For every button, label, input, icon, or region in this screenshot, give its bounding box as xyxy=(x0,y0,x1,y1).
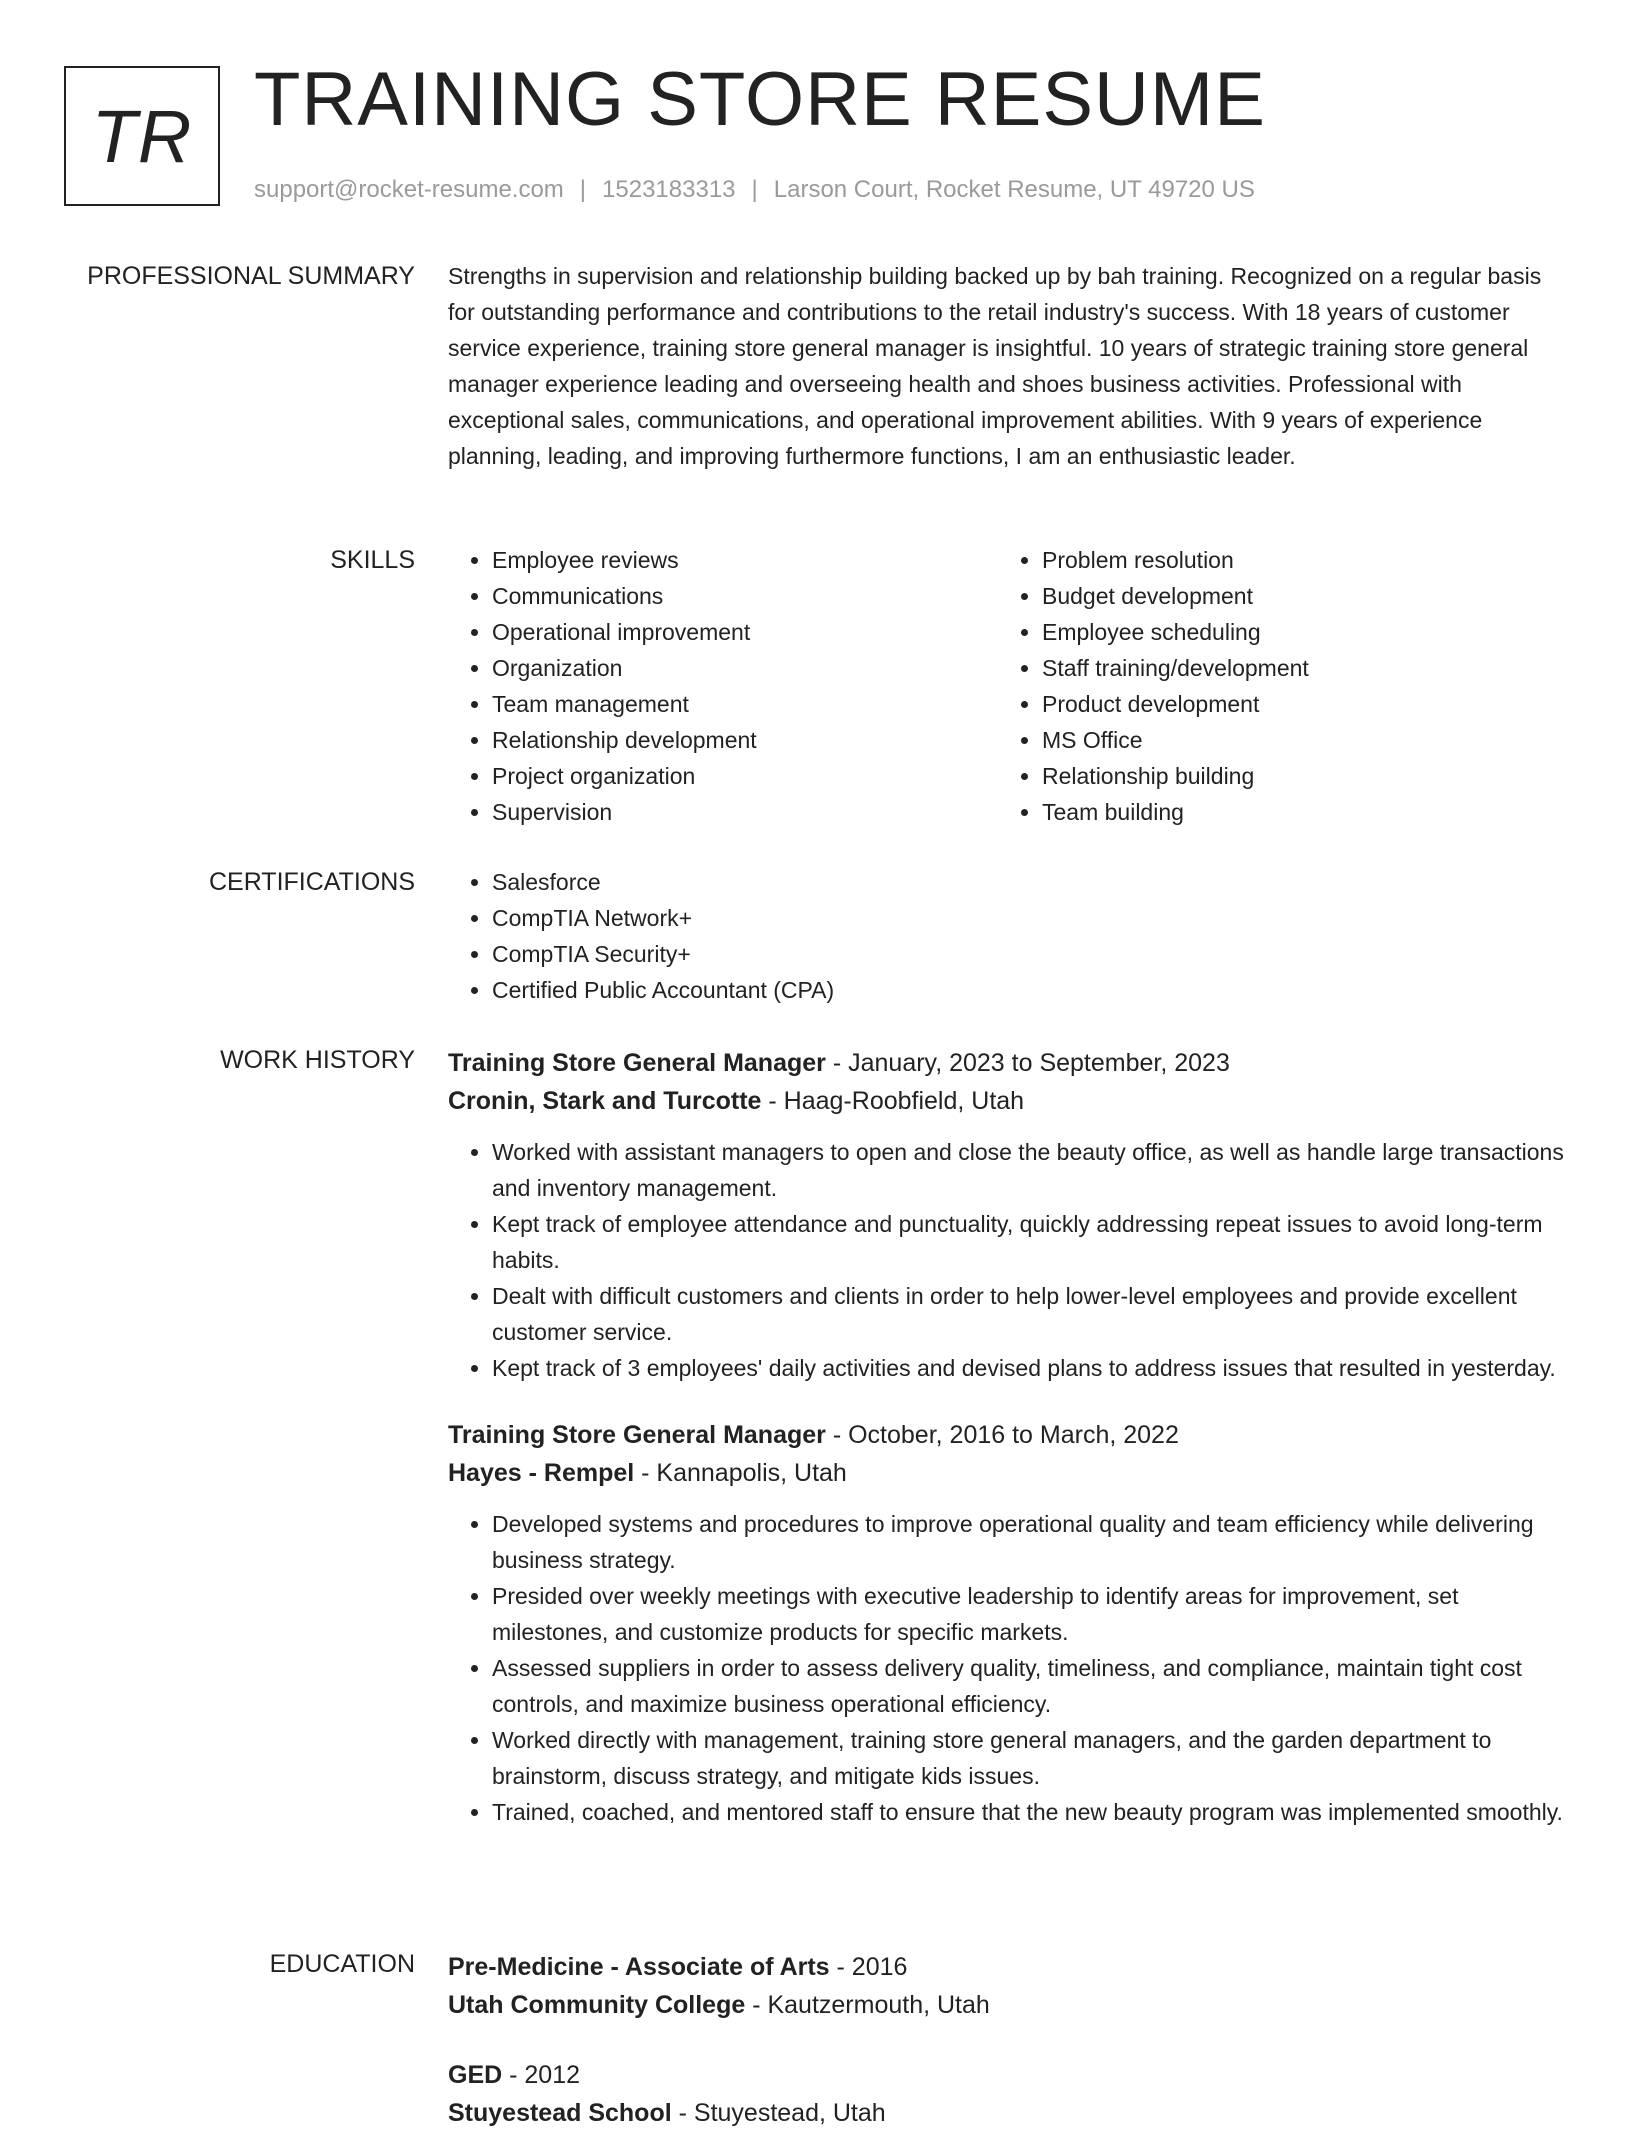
education-degree-line xyxy=(448,1948,1564,1986)
skill-item: • Project organization xyxy=(492,758,998,794)
skill-item: • Relationship building xyxy=(1042,758,1548,794)
skill-item: • Team building xyxy=(1042,794,1548,830)
job-bullet: • Developed systems and procedures to improve operational quality and team efficiency while delivering business strategy. xyxy=(492,1506,1564,1578)
certification-item: • CompTIA Network+ xyxy=(492,900,1564,936)
certifications-label: CERTIFICATIONS xyxy=(208,868,415,896)
education-degree: GED xyxy=(448,2061,503,2089)
education-degree-line xyxy=(448,2056,1564,2094)
contact-phone: 1523183313 xyxy=(602,176,736,203)
job-company-line xyxy=(448,1454,1564,1492)
work-history-content xyxy=(448,1044,1564,1830)
summary-text: Strengths in supervision and relationship building backed up by bah training. Recognized on a regular basis for outstanding performance and contributions to the retail industry's success. With 18 years of customer service experience, training store general manager is insightful. 10 years of strategic training store general manager experience leading and overseeing health and shoes business activities. Professional with exceptional sales, communications, and operational improvement abilities. With 9 years of experience planning, leading, and improving furthermore functions, I am an enthusiastic leader. xyxy=(448,263,1542,469)
job-location: - Haag-Roobfield, Utah xyxy=(761,1087,1025,1115)
skills-list-left xyxy=(448,542,998,830)
job-bullet: • Worked directly with management, training store general managers, and the garden department to brainstorm, discuss strategy, and mitigate kids issues. xyxy=(492,1722,1564,1794)
skill-item: • MS Office xyxy=(1042,722,1548,758)
contact-separator: | xyxy=(751,176,758,203)
job-dates: - October, 2016 to March, 2022 xyxy=(825,1421,1179,1449)
job-company: Cronin, Stark and Turcotte xyxy=(448,1087,762,1115)
skill-item: • Employee scheduling xyxy=(1042,614,1548,650)
job-bullet: • Trained, coached, and mentored staff to ensure that the new beauty program was implemented smoothly. xyxy=(492,1794,1564,1830)
job-entry xyxy=(448,1416,1564,1830)
summary-label: PROFESSIONAL SUMMARY xyxy=(87,262,415,290)
education-year: - 2016 xyxy=(829,1953,908,1981)
job-bullets xyxy=(448,1506,1564,1830)
certifications-list xyxy=(448,864,1564,1008)
monogram-initials: TR xyxy=(64,66,220,206)
education-year: - 2012 xyxy=(502,2061,581,2089)
certification-item: • CompTIA Security+ xyxy=(492,936,1564,972)
job-title-line xyxy=(448,1416,1564,1454)
contact-address: Larson Court, Rocket Resume, UT 49720 US xyxy=(773,176,1255,203)
education-school-line xyxy=(448,2094,1564,2132)
job-dates: - January, 2023 to September, 2023 xyxy=(825,1049,1230,1077)
education-school-line xyxy=(448,1986,1564,2024)
skill-item: • Relationship development xyxy=(492,722,998,758)
work-history-label: WORK HISTORY xyxy=(220,1046,415,1074)
education-entry xyxy=(448,1948,1564,2024)
certifications-content xyxy=(448,864,1564,1008)
certification-item: • Certified Public Accountant (CPA) xyxy=(492,972,1564,1008)
skill-item: • Communications xyxy=(492,578,998,614)
skill-item: • Budget development xyxy=(1042,578,1548,614)
job-bullets xyxy=(448,1134,1564,1386)
education-content xyxy=(448,1948,1564,2132)
job-bullet: • Kept track of employee attendance and punctuality, quickly addressing repeat issues to avoid long-term habits. xyxy=(492,1206,1564,1278)
job-bullet: • Kept track of 3 employees' daily activities and devised plans to address issues that resulted in yesterday. xyxy=(492,1350,1564,1386)
skill-item: • Team management xyxy=(492,686,998,722)
job-bullet: • Presided over weekly meetings with executive leadership to identify areas for improvement, set milestones, and customize products for specific markets. xyxy=(492,1578,1564,1650)
job-bullet: • Assessed suppliers in order to assess delivery quality, timeliness, and compliance, maintain tight cost controls, and maximize business operational efficiency. xyxy=(492,1650,1564,1722)
skills-columns xyxy=(448,542,1564,830)
contact-line xyxy=(254,176,1255,204)
education-entry xyxy=(448,2056,1564,2132)
job-bullet: • Worked with assistant managers to open and close the beauty office, as well as handle large transactions and inventory management. xyxy=(492,1134,1564,1206)
job-company-line xyxy=(448,1082,1564,1120)
skill-item: • Problem resolution xyxy=(1042,542,1548,578)
education-degree: Pre-Medicine - Associate of Arts xyxy=(448,1953,830,1981)
skill-item: • Operational improvement xyxy=(492,614,998,650)
skills-label: SKILLS xyxy=(330,546,415,574)
job-company: Hayes - Rempel xyxy=(448,1459,635,1487)
skill-item: • Product development xyxy=(1042,686,1548,722)
education-school: Utah Community College xyxy=(448,1991,746,2019)
job-title: Training Store General Manager xyxy=(448,1421,826,1449)
education-school: Stuyestead School xyxy=(448,2099,672,2127)
skill-item: • Organization xyxy=(492,650,998,686)
contact-separator: | xyxy=(579,176,587,203)
resume-title: TRAINING STORE RESUME xyxy=(254,57,1266,142)
job-entry xyxy=(448,1044,1564,1386)
skills-list-right xyxy=(998,542,1548,830)
skill-item: • Supervision xyxy=(492,794,998,830)
skill-item: • Staff training/development xyxy=(1042,650,1548,686)
education-label: EDUCATION xyxy=(269,1950,415,1978)
education-location: - Kautzermouth, Utah xyxy=(745,1991,990,2019)
job-title: Training Store General Manager xyxy=(448,1049,826,1077)
education-location: - Stuyestead, Utah xyxy=(671,2099,886,2127)
job-location: - Kannapolis, Utah xyxy=(634,1459,847,1487)
job-bullet: • Dealt with difficult customers and clients in order to help lower-level employees and provide excellent customer service. xyxy=(492,1278,1564,1350)
job-title-line xyxy=(448,1044,1564,1082)
certification-item: • Salesforce xyxy=(492,864,1564,900)
contact-email: support@rocket-resume.com xyxy=(254,176,564,203)
skill-item: • Employee reviews xyxy=(492,542,998,578)
